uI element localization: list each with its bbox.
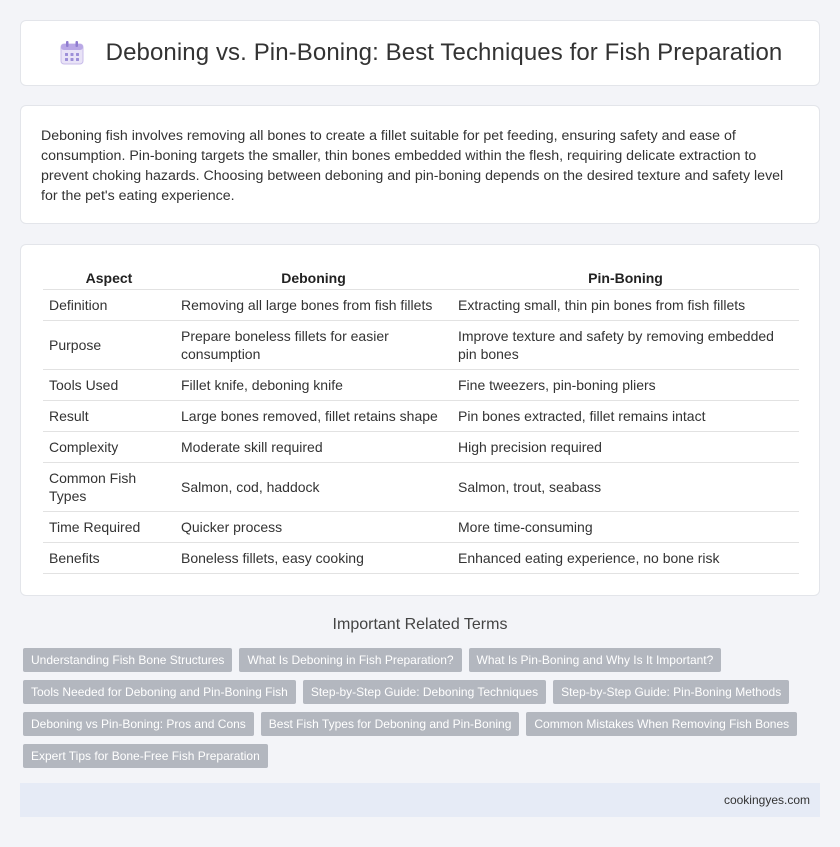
cell-pin-boning: Fine tweezers, pin-boning pliers: [452, 369, 799, 400]
cell-pin-boning: High precision required: [452, 431, 799, 462]
cell-deboning: Prepare boneless fillets for easier consumption: [175, 320, 452, 369]
cell-pin-boning: Enhanced eating experience, no bone risk: [452, 542, 799, 573]
related-terms-heading: Important Related Terms: [332, 616, 508, 633]
cell-deboning: Quicker process: [175, 511, 452, 542]
cell-deboning: Large bones removed, fillet retains shape: [175, 400, 452, 431]
related-term-tag[interactable]: What Is Pin-Boning and Why Is It Important?: [469, 648, 722, 672]
comparison-table-card: [20, 244, 820, 596]
cell-aspect: Purpose: [43, 320, 175, 369]
header-pin-boning: Pin-Boning: [588, 269, 663, 286]
cell-aspect: Time Required: [43, 511, 175, 542]
table-row: [43, 511, 799, 542]
related-term-tag[interactable]: Common Mistakes When Removing Fish Bones: [526, 712, 797, 736]
cell-pin-boning: Salmon, trout, seabass: [452, 462, 799, 511]
cell-pin-boning: More time-consuming: [452, 511, 799, 542]
table-row: [43, 542, 799, 573]
related-term-tag[interactable]: Tools Needed for Deboning and Pin-Boning Fish: [23, 680, 296, 704]
cell-pin-boning: Improve texture and safety by removing embedded pin bones: [452, 320, 799, 369]
footer-site-link[interactable]: cookingyes.com: [723, 793, 810, 807]
intro-paragraph: Deboning fish involves removing all bones to create a fillet suitable for pet feeding, ensuring safety and ease of consumption. Pin-boning targets the smaller, thin bones embedded within the flesh, requiring delicate extraction to prevent choking hazards. Choosing between deboning and pin-boning depends on the desired texture and safety level for the pet's eating experience.: [41, 128, 784, 204]
table-row: [43, 320, 799, 369]
cell-deboning: Salmon, cod, haddock: [175, 462, 452, 511]
header-deboning: Deboning: [281, 269, 346, 286]
comparison-table: [43, 265, 799, 574]
calendar-icon: [58, 39, 86, 67]
table-row: [43, 431, 799, 462]
related-term-tag[interactable]: Understanding Fish Bone Structures: [23, 648, 232, 672]
related-term-tag[interactable]: Step-by-Step Guide: Deboning Techniques: [303, 680, 546, 704]
cell-aspect: Benefits: [43, 542, 175, 573]
table-header-row: [43, 265, 799, 289]
cell-deboning: Fillet knife, deboning knife: [175, 369, 452, 400]
related-term-tag[interactable]: Best Fish Types for Deboning and Pin-Boning: [261, 712, 520, 736]
related-terms-list: [23, 648, 823, 768]
cell-aspect: Tools Used: [43, 369, 175, 400]
cell-deboning: Removing all large bones from fish fillets: [175, 289, 452, 320]
cell-deboning: Moderate skill required: [175, 431, 452, 462]
intro-card: [20, 105, 820, 224]
cell-aspect: Common Fish Types: [43, 462, 175, 511]
cell-deboning: Boneless fillets, easy cooking: [175, 542, 452, 573]
cell-pin-boning: Extracting small, thin pin bones from fish fillets: [452, 289, 799, 320]
related-term-tag[interactable]: Expert Tips for Bone-Free Fish Preparation: [23, 744, 268, 768]
table-row: [43, 400, 799, 431]
title-wrap: [58, 39, 783, 67]
cell-pin-boning: Pin bones extracted, fillet remains intact: [452, 400, 799, 431]
related-term-tag[interactable]: What Is Deboning in Fish Preparation?: [239, 648, 461, 672]
cell-aspect: Result: [43, 400, 175, 431]
related-term-tag[interactable]: Step-by-Step Guide: Pin-Boning Methods: [553, 680, 789, 704]
table-row: [43, 289, 799, 320]
footer: [20, 783, 820, 817]
cell-aspect: Complexity: [43, 431, 175, 462]
header-aspect: Aspect: [85, 269, 133, 286]
table-row: [43, 369, 799, 400]
cell-aspect: Definition: [43, 289, 175, 320]
page-title: Deboning vs. Pin-Boning: Best Techniques for Fish Preparation: [105, 39, 783, 66]
table-row: [43, 462, 799, 511]
related-term-tag[interactable]: Deboning vs Pin-Boning: Pros and Cons: [23, 712, 254, 736]
title-card: [20, 20, 820, 86]
